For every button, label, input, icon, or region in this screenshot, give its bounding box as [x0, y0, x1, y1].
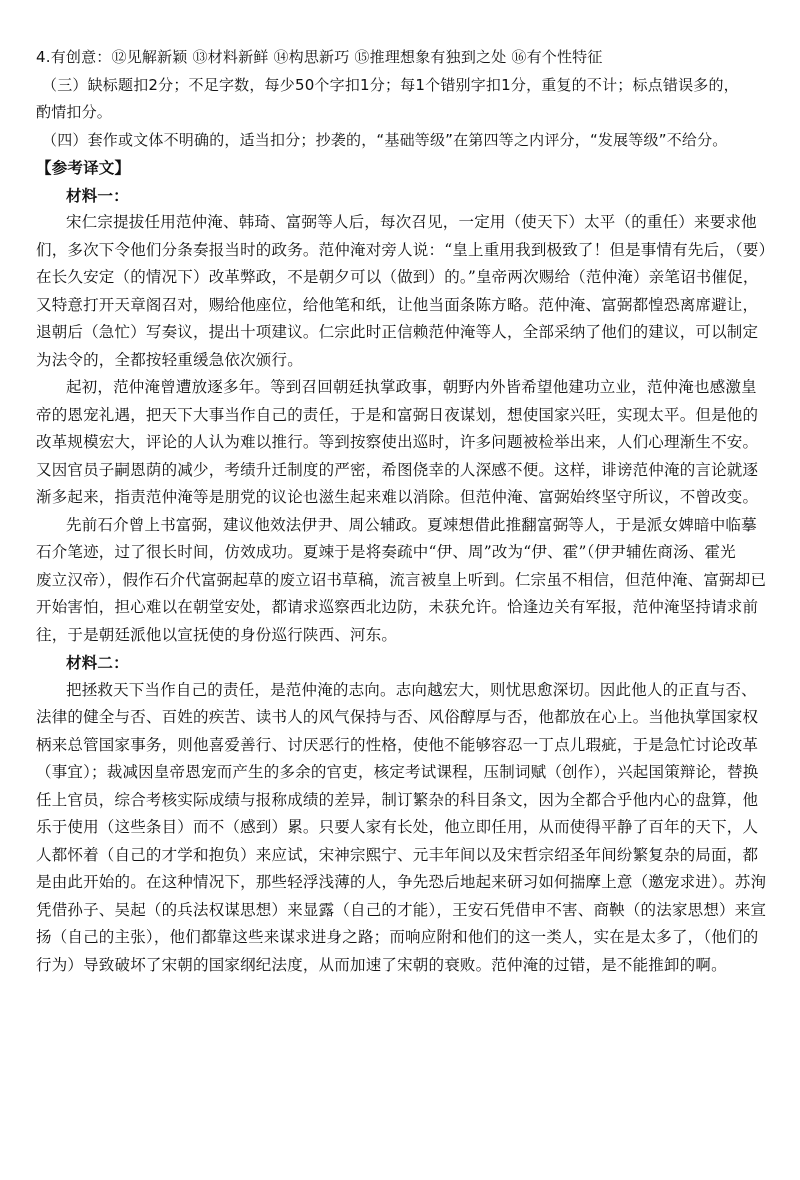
text-line: 往，于是朝廷派他以宣抚使的身份巡行陕西、河东。 — [36, 625, 398, 644]
text-line: 又因官员子嗣恩荫的减少，考绩升迁制度的严密，希图侥幸的人深感不便。这样，诽谤范仲淹的言论就逐 — [36, 460, 759, 479]
text-line: 渐多起来，指责范仲淹等是朋党的议论也滋生起来难以消除。但范仲淹、富弼始终坚守所议，不曾改变。 — [36, 488, 759, 506]
text-line: 行为）导致破坏了宋朝的国家纲纪法度，从而加速了宋朝的衰败。范仲淹的过错，是不能推卸的啊。 — [36, 955, 727, 974]
text-line: 先前石介曾上书富弼，建议他效法伊尹、周公辅政。夏竦想借此推翻富弼等人，于是派女婢暗中临摹 — [66, 515, 757, 534]
text-line: 废立汉帝），假作石介代富弼起草的废立诏书草稿，流言被皇上听到。仁宗虽不相信，但范仲淹、富弼却已 — [36, 570, 767, 589]
text-line: 任上官员，综合考核实际成绩与报称成绩的差异，制订繁杂的科目条文，因为全都合乎他内心的盘算，他 — [36, 790, 759, 809]
material-one-text — [36, 209, 784, 649]
text-line: 退朝后（急忙）写奏议，提出十项建议。仁宗此时正信赖范仲淹等人，全部采纳了他们的建议，可以制定 — [36, 323, 759, 341]
scoring-rule-three: （三）缺标题扣2分；不足字数，每少50个字扣1分；每1个错别字扣1分，重复的不计；标点错误多的， — [42, 75, 739, 94]
text-line: 在长久安定（的情况下）改革弊政，不是朝夕可以（做到）的。”皇帝两次赐给（范仲淹）亲笔诏书催促， — [36, 268, 759, 286]
text-line: 法律的健全与否、百姓的疾苦、读书人的风气保持与否、风俗醇厚与否，他都放在心上。当他执掌国家权 — [36, 708, 759, 726]
text-line: 乐于使用（这些条目）而不（感到）累。只要人家有长处，他立即任用，从而使得平静了百年的天下，人 — [36, 818, 759, 836]
text-line: 人都怀着（自己的才学和抱负）来应试，宋神宗熙宁、元丰年间以及宋哲宗绍圣年间纷繁复杂的局面，都 — [36, 845, 759, 864]
text-line: 宋仁宗提拔任用范仲淹、韩琦、富弼等人后，每次召见，一定用（使天下）太平（的重任）来要求他 — [66, 213, 757, 231]
scoring-creativity-line: 4.有创意：⑫见解新颖 ⑬材料新鲜 ⑭构思新巧 ⑮推理想象有独到之处 ⑯有个性特征 — [36, 48, 603, 66]
text-line: 帝的恩宠礼遇，把天下大事当作自己的责任，于是和富弼日夜谋划，想使国家兴旺，实现太平。但是他的 — [36, 405, 759, 424]
text-line: 改革规模宏大，评论的人认为难以推行。等到按察使出巡时，许多问题被检举出来，人们心理渐生不安。 — [36, 433, 759, 451]
scoring-rule-three-cont: 酌情扣分。 — [36, 103, 113, 121]
material-one-title: 材料一： — [66, 185, 129, 205]
text-line: 又特意打开天章阁召对，赐给他座位，给他笔和纸，让他当面条陈方略。范仲淹、富弼都惶恐离席避让， — [36, 295, 759, 314]
text-line: 石介笔迹，过了很长时间，仿效成功。夏竦于是将奏疏中“伊、周”改为“伊、霍”（伊尹辅佐商汤、霍光 — [36, 543, 736, 561]
text-line: 扬（自己的主张），他们都靠这些来谋求进身之路；而响应附和他们的这一类人，实在是太多了，（他们的 — [36, 928, 759, 946]
text-line: 为法令的，全都按轻重缓急依次颁行。 — [36, 350, 303, 369]
scoring-rule-four: （四）套作或文体不明确的，适当扣分；抄袭的，“基础等级”在第四等之内评分，“发展等级”不给分。 — [42, 130, 728, 149]
text-line: 是由此开始的。在这种情况下，那些轻浮浅薄的人，争先恐后地起来研习如何揣摩上意（邀宠求进）。苏洵 — [36, 873, 767, 891]
text-line: 把拯救天下当作自己的责任，是范仲淹的志向。志向越宏大，则忧思愈深切。因此他人的正直与否、 — [66, 680, 757, 699]
material-two-title: 材料二： — [66, 653, 129, 672]
text-line: 凭借孙子、吴起（的兵法权谋思想）来显露（自己的才能），王安石凭借申不害、商鞅（的法家思想）来宣 — [36, 900, 767, 919]
text-line: （事宜）；裁减因皇帝恩宠而产生的多余的官吏，核定考试课程，压制词赋（创作），兴起国策辩论，替换 — [36, 763, 759, 781]
text-line: 柄来总管国家事务，则他喜爱善行、讨厌恶行的性格，使他不能够容忍一丁点儿瑕疵，于是急忙讨论改革 — [36, 735, 759, 754]
text-line: 们，多次下令他们分条奏报当时的政务。范仲淹对旁人说：“皇上重用我到极致了！但是事情有先后，（要） — [36, 240, 775, 259]
reference-translation-heading: 【参考译文】 — [36, 158, 131, 177]
material-two-text — [36, 677, 784, 980]
document-page — [36, 44, 784, 979]
text-line: 开始害怕，担心难以在朝堂安处，都请求巡察西北边防，未获允许。恰逢边关有军报，范仲淹坚持请求前 — [36, 598, 759, 616]
text-line: 起初，范仲淹曾遭放逐多年。等到召回朝廷执掌政事，朝野内外皆希望他建功立业，范仲淹也感激皇 — [66, 378, 757, 396]
